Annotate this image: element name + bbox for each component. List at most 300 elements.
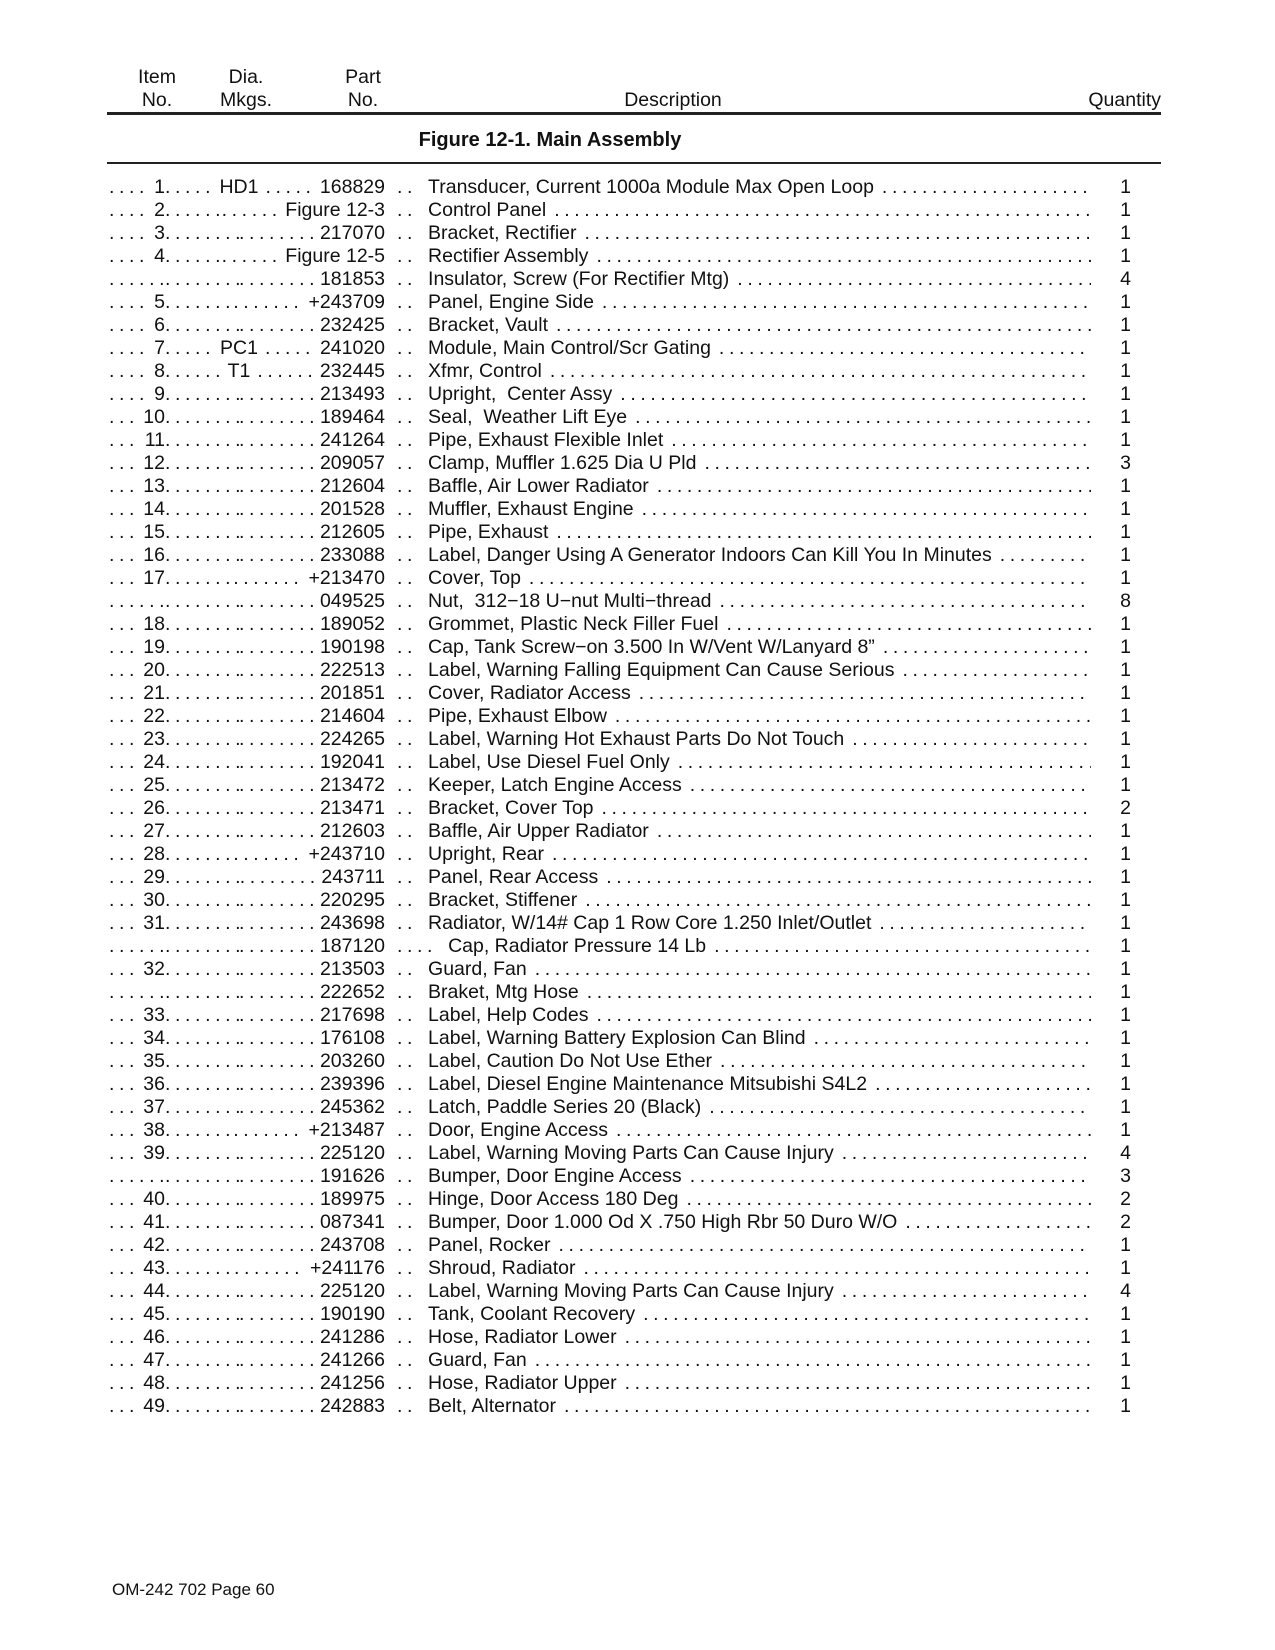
dot-leader [109, 590, 165, 613]
item-no-cell [109, 567, 165, 590]
table-row [109, 613, 1131, 636]
quantity: 2 [1120, 797, 1131, 819]
item-no: 38 [143, 1119, 165, 1141]
table-row [109, 475, 1131, 498]
separator-dots: .. [397, 176, 418, 198]
left-columns [109, 544, 385, 567]
dot-leader [165, 774, 239, 797]
dot-leader [625, 1372, 1091, 1395]
separator-dots: .. [397, 797, 418, 819]
table-row [109, 1027, 1131, 1050]
dot-leader [239, 498, 313, 521]
dot-leader [239, 429, 313, 452]
part-no: 189464 [319, 406, 385, 428]
quantity: 1 [1120, 429, 1131, 451]
dot-leader [635, 406, 1091, 429]
left-columns [109, 406, 385, 429]
dot-leader [165, 613, 239, 636]
part-no: +243709 [308, 291, 385, 313]
quantity: 1 [1120, 406, 1131, 428]
dot-leader [165, 1050, 239, 1073]
dot-leader [165, 291, 233, 314]
separator-dots: .. [397, 1096, 418, 1118]
separator-dots: .. [397, 544, 418, 566]
quantity: 4 [1120, 1280, 1131, 1302]
description: Label, Warning Battery Explosion Can Blind [428, 1027, 806, 1049]
item-no-cell [109, 1303, 165, 1326]
separator-dots: .. [397, 1395, 418, 1417]
dia-mkgs: T1 [227, 360, 251, 382]
dot-leader [639, 682, 1091, 705]
table-row [109, 360, 1131, 383]
dot-leader [239, 1303, 313, 1326]
dot-leader [239, 820, 313, 843]
item-no-cell [109, 613, 165, 636]
dot-leader [109, 636, 136, 659]
page-footer: OM-242 702 Page 60 [112, 1580, 275, 1599]
dot-leader [556, 521, 1091, 544]
description: Bracket, Cover Top [428, 797, 594, 819]
item-no: 4 [154, 245, 165, 267]
item-no-cell [109, 705, 165, 728]
left-columns [109, 1257, 385, 1280]
part-no: +241176 [310, 1257, 385, 1279]
separator-dots: .. [397, 843, 418, 865]
dot-leader [109, 406, 136, 429]
dot-leader [165, 889, 239, 912]
left-columns [109, 475, 385, 498]
dot-leader [109, 1142, 136, 1165]
separator-dots: .. [397, 1119, 418, 1141]
table-row [109, 935, 1131, 958]
dia-mkgs: PC1 [220, 337, 258, 359]
item-no: 9 [154, 383, 165, 405]
dot-leader [686, 1188, 1091, 1211]
description: Cap, Tank Screw−on 3.500 In W/Vent W/Lanyard 8” [428, 636, 875, 658]
quantity: 1 [1120, 1349, 1131, 1371]
left-columns [109, 1073, 385, 1096]
description: Xfmr, Control [428, 360, 542, 382]
table-row [109, 1349, 1131, 1372]
item-no-cell [109, 199, 165, 222]
part-no: 241264 [319, 429, 385, 451]
left-columns [109, 866, 385, 889]
separator-dots: .. [397, 521, 418, 543]
item-no: 39 [143, 1142, 165, 1164]
dot-leader [239, 521, 313, 544]
table-row [109, 1073, 1131, 1096]
table-row [109, 705, 1131, 728]
table-row [109, 820, 1131, 843]
quantity: 1 [1120, 475, 1131, 497]
table-row [109, 912, 1131, 935]
table-row [109, 337, 1131, 360]
item-no: 6 [154, 314, 165, 336]
dot-leader [239, 1188, 313, 1211]
item-no-cell [109, 1165, 165, 1188]
part-no: 181853 [319, 268, 385, 290]
dot-leader [233, 291, 301, 314]
dot-leader [233, 567, 301, 590]
item-no-cell [109, 1119, 165, 1142]
dot-leader [239, 912, 313, 935]
left-columns [109, 751, 385, 774]
part-no: 190198 [319, 636, 385, 658]
part-no: 213471 [319, 797, 385, 819]
table-row [109, 406, 1131, 429]
table-row [109, 751, 1131, 774]
dot-leader [257, 360, 313, 383]
table-row [109, 1050, 1131, 1073]
dot-leader [882, 176, 1091, 199]
item-no-cell [109, 889, 165, 912]
dot-leader [239, 1395, 313, 1418]
description: Hose, Radiator Upper [428, 1372, 617, 1394]
description: Cover, Radiator Access [428, 682, 631, 704]
item-no-cell [109, 1280, 165, 1303]
table-row [109, 1395, 1131, 1418]
item-no: 20 [143, 659, 165, 681]
dot-leader [737, 268, 1091, 291]
separator-dots: .. [397, 245, 418, 267]
dot-leader [165, 383, 239, 406]
dot-leader [109, 1004, 136, 1027]
description: Hinge, Door Access 180 Deg [428, 1188, 679, 1210]
dot-leader [602, 797, 1091, 820]
dot-leader [239, 751, 313, 774]
dot-leader [583, 1257, 1091, 1280]
description: Bracket, Rectifier [428, 222, 577, 244]
dot-leader [239, 1050, 313, 1073]
dot-leader [239, 774, 313, 797]
dot-leader [239, 1165, 313, 1188]
item-no-cell [109, 1027, 165, 1050]
dot-leader [239, 383, 313, 406]
left-columns [109, 1050, 385, 1073]
parts-table [109, 176, 1131, 1418]
separator-dots: .. [397, 682, 418, 704]
item-no: 14 [143, 498, 165, 520]
left-columns [109, 360, 385, 383]
quantity: 8 [1120, 590, 1131, 612]
item-no: 21 [143, 682, 165, 704]
dot-leader [842, 1142, 1091, 1165]
dot-leader [109, 429, 138, 452]
item-no: 32 [143, 958, 165, 980]
item-no-cell [109, 843, 165, 866]
description: Guard, Fan [428, 958, 527, 980]
quantity: 3 [1120, 1165, 1131, 1187]
part-no: 243711 [321, 866, 385, 888]
dot-leader [552, 843, 1091, 866]
left-columns [109, 774, 385, 797]
item-no-cell [109, 176, 165, 199]
item-no-cell [109, 1326, 165, 1349]
quantity: 1 [1120, 1326, 1131, 1348]
left-columns [109, 981, 385, 1004]
quantity: 4 [1120, 268, 1131, 290]
quantity: 1 [1120, 1257, 1131, 1279]
description: Label, Warning Hot Exhaust Parts Do Not Touch [428, 728, 845, 750]
quantity: 1 [1120, 1372, 1131, 1394]
dot-leader [690, 774, 1091, 797]
separator-dots: .. [397, 866, 418, 888]
left-columns [109, 337, 385, 360]
dot-leader [165, 452, 239, 475]
quantity: 4 [1120, 1142, 1131, 1164]
dot-leader [239, 613, 313, 636]
dot-leader [535, 1349, 1091, 1372]
description: Label, Warning Moving Parts Can Cause Injury [428, 1142, 834, 1164]
dot-leader [165, 360, 221, 383]
quantity: 1 [1120, 981, 1131, 1003]
separator-dots: .. [397, 268, 418, 290]
item-no: 27 [143, 820, 165, 842]
separator-dots: .. [397, 1280, 418, 1302]
dot-leader [239, 1280, 313, 1303]
item-no: 36 [143, 1073, 165, 1095]
dot-leader [535, 958, 1091, 981]
item-no-cell [109, 383, 165, 406]
dot-leader [165, 1326, 239, 1349]
description: Label, Danger Using A Generator Indoors Can Kill You In Minutes [428, 544, 992, 566]
dot-leader [165, 636, 239, 659]
quantity: 1 [1120, 1073, 1131, 1095]
left-columns [109, 912, 385, 935]
item-no: 12 [143, 452, 165, 474]
table-row [109, 1257, 1131, 1280]
separator-dots: .. [397, 590, 418, 612]
separator-dots: .. [397, 567, 418, 589]
table-row [109, 383, 1131, 406]
item-no: 24 [143, 751, 165, 773]
dot-leader [165, 981, 239, 1004]
quantity: 1 [1120, 866, 1131, 888]
quantity: 1 [1120, 958, 1131, 980]
table-row [109, 567, 1131, 590]
dot-leader [165, 1027, 239, 1050]
left-columns [109, 728, 385, 751]
dot-leader [719, 337, 1091, 360]
part-no: 213503 [319, 958, 385, 980]
part-no: 224265 [319, 728, 385, 750]
table-row [109, 889, 1131, 912]
description: Control Panel [428, 199, 547, 221]
description: Shroud, Radiator [428, 1257, 576, 1279]
dot-leader [165, 337, 213, 360]
dot-leader [109, 360, 147, 383]
separator-dots: .. [397, 1142, 418, 1164]
quantity: 1 [1120, 1096, 1131, 1118]
item-no-cell [109, 406, 165, 429]
table-row [109, 245, 1131, 268]
dot-leader [165, 1004, 239, 1027]
dot-leader [726, 613, 1091, 636]
item-no-cell [109, 1050, 165, 1073]
dot-leader [165, 866, 240, 889]
title-rule [107, 162, 1161, 164]
dot-leader [165, 797, 239, 820]
left-columns [109, 1188, 385, 1211]
dot-leader [109, 1027, 136, 1050]
item-no: 22 [143, 705, 165, 727]
part-no: 225120 [319, 1142, 385, 1164]
description: Pipe, Exhaust Flexible Inlet [428, 429, 664, 451]
description: Bumper, Door Engine Access [428, 1165, 682, 1187]
item-no: 5 [154, 291, 165, 313]
dot-leader [704, 452, 1091, 475]
table-row [109, 291, 1131, 314]
table-row [109, 1372, 1131, 1395]
item-no-cell [109, 1234, 165, 1257]
item-no-cell [109, 222, 165, 245]
description: Label, Caution Do Not Use Ether [428, 1050, 713, 1072]
item-no-cell [109, 659, 165, 682]
table-row [109, 268, 1131, 291]
item-no-cell [109, 1257, 165, 1280]
separator-dots: .. [397, 429, 418, 451]
description: Radiator, W/14# Cap 1 Row Core 1.250 Inlet/Outlet [428, 912, 872, 934]
item-no: 34 [143, 1027, 165, 1049]
left-columns [109, 958, 385, 981]
description: Panel, Engine Side [428, 291, 594, 313]
separator-dots: .. [397, 1211, 418, 1233]
description: Label, Warning Moving Parts Can Cause Injury [428, 1280, 834, 1302]
item-no-cell [109, 774, 165, 797]
quantity: 1 [1120, 222, 1131, 244]
dot-leader [109, 475, 136, 498]
column-header-item-line2: No. [141, 89, 173, 111]
dot-leader [239, 636, 313, 659]
table-row [109, 199, 1131, 222]
dot-leader [239, 728, 313, 751]
dot-leader [233, 1119, 301, 1142]
left-columns [109, 521, 385, 544]
separator-dots: .. [397, 199, 418, 221]
item-no-cell [109, 958, 165, 981]
description: Nut, 312−18 U−nut Multi−thread [428, 590, 712, 612]
separator-dots: .. [397, 981, 418, 1003]
item-no-cell [109, 797, 165, 820]
quantity: 3 [1120, 452, 1131, 474]
part-no: 189052 [319, 613, 385, 635]
dot-leader [165, 659, 239, 682]
table-row [109, 1303, 1131, 1326]
item-no: 47 [143, 1349, 165, 1371]
dot-leader [239, 1326, 313, 1349]
item-no: 3 [154, 222, 165, 244]
dot-leader [109, 912, 136, 935]
dot-leader [239, 590, 313, 613]
item-no: 43 [143, 1257, 165, 1279]
item-no: 46 [143, 1326, 165, 1348]
dot-leader [109, 268, 165, 291]
item-no-cell [109, 245, 165, 268]
quantity: 1 [1120, 682, 1131, 704]
item-no-cell [109, 935, 165, 958]
dot-leader [671, 429, 1091, 452]
dot-leader [165, 1395, 239, 1418]
item-no-cell [109, 866, 165, 889]
dot-leader [222, 245, 279, 268]
dot-leader [240, 866, 315, 889]
item-no: 16 [143, 544, 165, 566]
dot-leader [239, 406, 313, 429]
dot-leader [239, 544, 313, 567]
part-no: 222652 [319, 981, 385, 1003]
part-no: +243710 [308, 843, 385, 865]
part-no: 049525 [319, 590, 385, 612]
dot-leader [165, 1234, 239, 1257]
quantity: 1 [1120, 314, 1131, 336]
separator-dots: .. [397, 1234, 418, 1256]
dot-leader [165, 1188, 239, 1211]
item-no-cell [109, 590, 165, 613]
dot-leader [165, 245, 222, 268]
quantity: 1 [1120, 912, 1131, 934]
dot-leader [109, 176, 147, 199]
separator-dots: .. [397, 636, 418, 658]
separator-dots: .. [397, 360, 418, 382]
part-no: 201528 [319, 498, 385, 520]
separator-dots: .. [397, 1326, 418, 1348]
dot-leader [905, 1211, 1091, 1234]
dot-leader [165, 199, 222, 222]
left-columns [109, 889, 385, 912]
separator-dots: .. [397, 222, 418, 244]
left-columns [109, 820, 385, 843]
dot-leader [165, 1119, 233, 1142]
dot-leader [556, 314, 1091, 337]
separator-dots: .. [397, 314, 418, 336]
left-columns [109, 1165, 385, 1188]
item-no-cell [109, 1372, 165, 1395]
dot-leader [239, 452, 313, 475]
description: Label, Help Codes [428, 1004, 589, 1026]
part-no: 232445 [319, 360, 385, 382]
item-no: 26 [143, 797, 165, 819]
quantity: 1 [1120, 1004, 1131, 1026]
quantity: 1 [1120, 1050, 1131, 1072]
item-no-cell [109, 314, 165, 337]
item-no: 29 [143, 866, 165, 888]
dot-leader [165, 1303, 239, 1326]
dot-leader [109, 843, 136, 866]
table-row [109, 1142, 1131, 1165]
item-no-cell [109, 1004, 165, 1027]
separator-dots: .. [397, 820, 418, 842]
table-row [109, 797, 1131, 820]
dot-leader [814, 1027, 1091, 1050]
part-no: 176108 [319, 1027, 385, 1049]
description: Baffle, Air Upper Radiator [428, 820, 649, 842]
dot-leader [109, 820, 136, 843]
table-row [109, 1280, 1131, 1303]
part-no: 220295 [319, 889, 385, 911]
dot-leader [615, 705, 1091, 728]
table-row [109, 1119, 1131, 1142]
description: Module, Main Control/Scr Gating [428, 337, 711, 359]
header-rule [107, 112, 1161, 115]
dot-leader [616, 1119, 1091, 1142]
dot-leader [657, 475, 1091, 498]
part-no: Figure 12-5 [285, 245, 385, 267]
item-no: 49 [143, 1395, 165, 1417]
dot-leader [109, 1349, 136, 1372]
dot-leader [109, 705, 136, 728]
separator-dots: .. [397, 1165, 418, 1187]
quantity: 1 [1120, 245, 1131, 267]
